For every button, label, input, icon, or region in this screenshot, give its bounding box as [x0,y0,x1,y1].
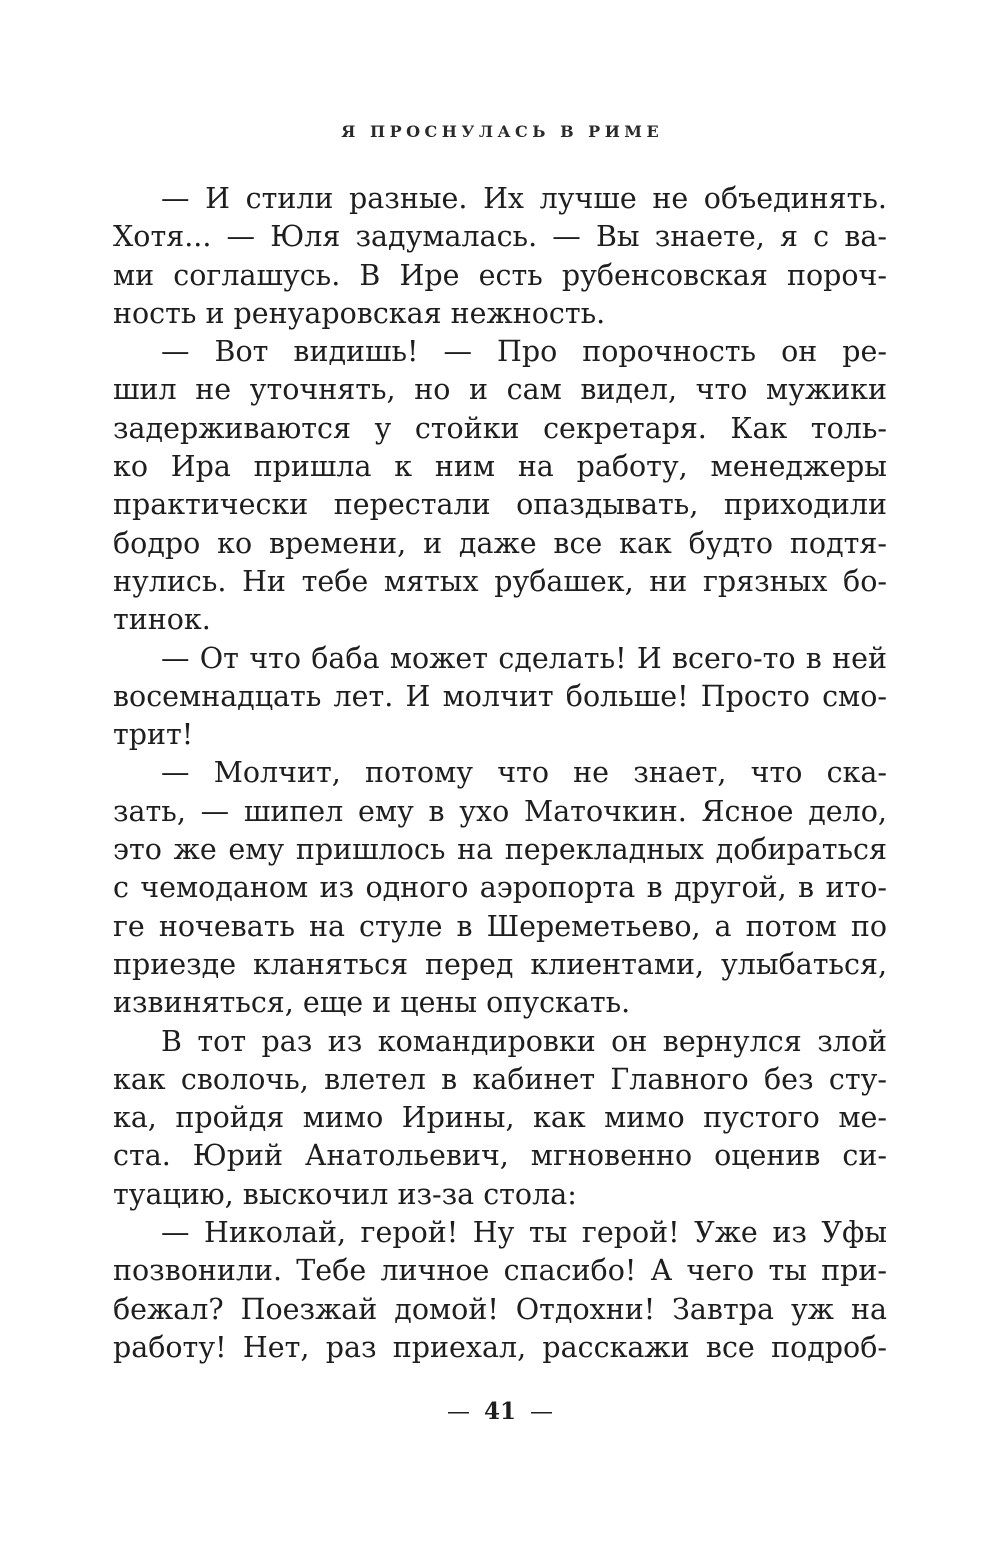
text-line: ге ночевать на стуле в Шереметьево, а потом по [113,909,887,943]
text-line: ка, пройдя мимо Ирины, как мимо пустого ме- [113,1101,887,1135]
paragraph [113,333,887,639]
text-line: ко Ира пришла к ним на работу, менеджеры [113,450,887,484]
text-line: позвонили. Тебе личное спасибо! А чего ты при- [113,1254,887,1288]
paragraph [113,1023,887,1214]
text-line: — Молчит, потому что не знает, что ска- [161,756,887,790]
text-line: трит! [113,718,194,752]
paragraph [113,640,887,755]
text-line: задерживаются у стойки секретаря. Как толь- [113,411,887,445]
text-line: — Николай, герой! Ну ты герой! Уже из Уфы [161,1216,887,1250]
text-line: ста. Юрий Анатольевич, мгновенно оценив си- [113,1139,887,1173]
text-line: это же ему пришлось на перекладных добираться [113,833,887,867]
text-line: зать, — шипел ему в ухо Маточкин. Ясное дело, [113,794,887,828]
text-line: — Вот видишь! — Про порочность он ре- [161,335,887,369]
running-head-title: Я ПРОСНУЛАСЬ В РИМЕ [341,122,664,141]
text-line: бежал? Поезжай домой! Отдохни! Завтра уж на [113,1292,887,1326]
footer-right-dash: — [530,1399,553,1425]
text-line: В тот раз из командировки он вернулся злой [161,1024,887,1058]
footer-left-dash: — [446,1399,470,1425]
text-line: туацию, выскочил из-за стола: [113,1177,577,1211]
text-line: приезде кланяться перед клиентами, улыбаться, [113,947,887,981]
text-line: ность и ренуаровская нежность. [113,296,606,330]
text-line: бодро ко времени, и даже все как будто подтя- [113,526,887,560]
text-line: тинок. [113,603,211,637]
text-line: — От что баба может сделать! И всего-то в ней [161,641,887,675]
text-line: извиняться, еще и цены опускать. [113,986,631,1020]
text-line: ми соглашусь. В Ире есть рубенсовская пороч- [113,258,887,292]
text-line: нулись. Ни тебе мятых рубашек, ни грязных бо- [113,564,887,598]
page-number: 41 [483,1398,516,1425]
page-footer [0,1398,1000,1425]
text-line: с чемоданом из одного аэропорта в другой, в ито- [113,871,887,905]
paragraph [113,754,887,1022]
text-line: практически перестали опаздывать, приходили [113,488,887,522]
text-line: работу! Нет, раз приехал, расскажи все подроб- [113,1330,887,1364]
text-line: шил не уточнять, но и сам видел, что мужики [113,373,887,407]
text-line: как сволочь, влетел в кабинет Главного без сту- [113,1062,887,1096]
paragraph [113,180,887,333]
page-body-text [113,180,887,1367]
paragraph [113,1214,887,1367]
text-line: — И стили разные. Их лучше не объединять. [161,182,887,215]
text-line: восемнадцать лет. И молчит больше! Просто смо- [113,679,887,713]
text-line: Хотя... — Юля задумалась. — Вы знаете, я с ва- [113,220,887,254]
